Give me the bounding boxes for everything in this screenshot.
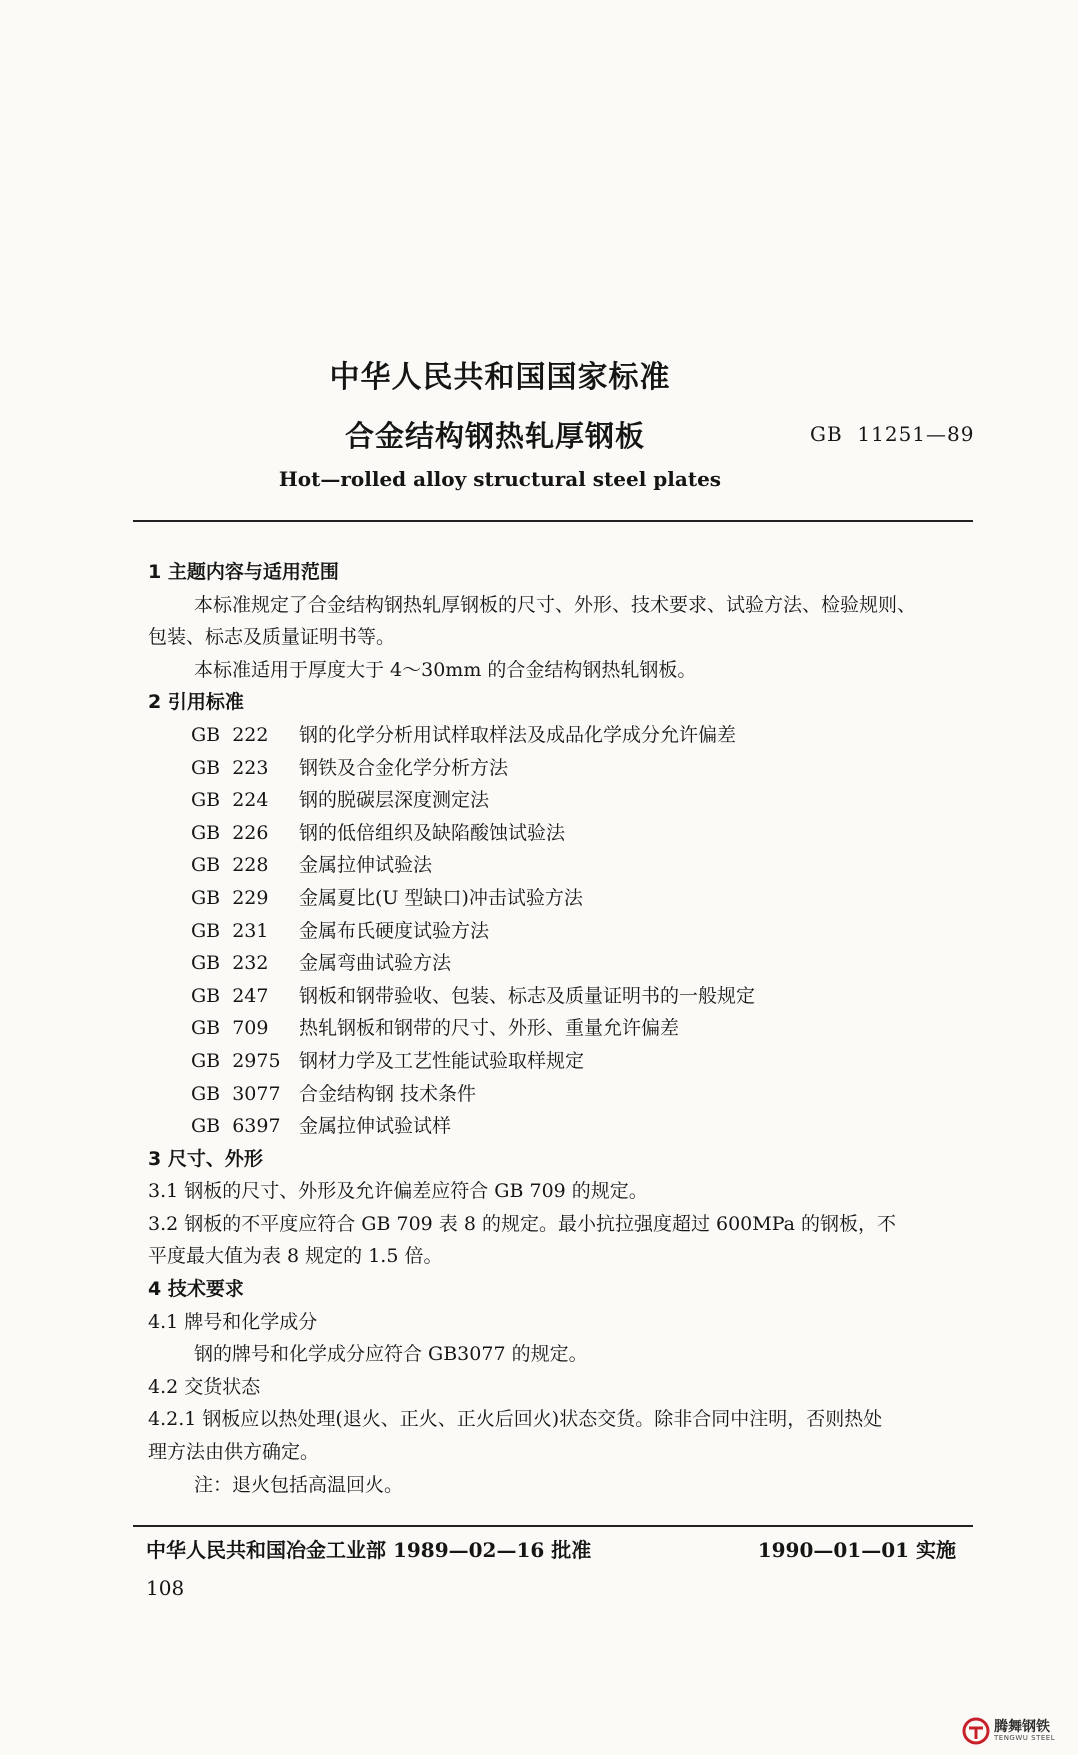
footer: [146, 1534, 956, 1563]
text-line: [148, 1469, 978, 1502]
reference-code: GB 6397: [191, 1115, 281, 1138]
document-title-cn: 合金结构钢热轧厚钢板: [344, 419, 645, 453]
section-title: 1 主题内容与适用范围: [148, 561, 339, 583]
approval-info: 中华人民共和国冶金工业部 1989—02—16 批准: [146, 1538, 592, 1562]
text-line: [148, 589, 978, 622]
text-line: [148, 1338, 978, 1371]
line-text: 钢铁及合金化学分析方法: [299, 756, 509, 779]
section-title: 3 尺寸、外形: [148, 1147, 263, 1170]
watermark-logo: [962, 1717, 1055, 1745]
reference-code: GB 228: [191, 854, 269, 877]
line-text: 钢的脱碳层深度测定法: [299, 789, 490, 812]
text-line: [148, 1175, 978, 1208]
implementation-date: 1990—01—01 实施: [757, 1538, 956, 1562]
reference-code: GB 2975: [191, 1049, 281, 1072]
section-heading: [148, 1273, 978, 1306]
line-text: 金属夏比(U 型缺口)冲击试验方法: [299, 886, 583, 909]
watermark-name-cn: 腾舞钢铁: [994, 1718, 1050, 1735]
text-line: [148, 1403, 978, 1436]
text-line: [148, 1436, 978, 1469]
reference-item: [148, 947, 978, 980]
line-text: 本标准适用于厚度大于 4～30mm 的合金结构钢热轧钢板。: [194, 658, 697, 681]
text-line: [148, 1208, 978, 1241]
section-heading: [148, 556, 978, 589]
section-heading: [148, 686, 978, 719]
tengwu-logo-icon: [962, 1717, 990, 1745]
text-line: [148, 654, 978, 687]
text-line: [148, 1240, 978, 1273]
line-text: 理方法由供方确定。: [148, 1441, 320, 1464]
line-text: 金属拉伸试验法: [299, 854, 433, 877]
reference-item: [148, 980, 978, 1013]
reference-code: GB 3077: [191, 1082, 281, 1105]
reference-code: GB 223: [191, 756, 269, 779]
line-text: 金属弯曲试验方法: [299, 952, 452, 975]
reference-item: [148, 752, 978, 785]
line-text: 4.1 牌号和化学成分: [148, 1310, 318, 1333]
line-text: 钢的低倍组织及缺陷酸蚀试验法: [299, 821, 566, 844]
reference-code: GB 231: [191, 919, 269, 942]
line-text: 热轧钢板和钢带的尺寸、外形、重量允许偏差: [299, 1017, 680, 1040]
footer-divider: [133, 1525, 973, 1527]
line-text: 3.1 钢板的尺寸、外形及允许偏差应符合 GB 709 的规定。: [148, 1180, 648, 1203]
reference-item: [148, 719, 978, 752]
section-title: 4 技术要求: [148, 1278, 244, 1301]
reference-code: GB 222: [191, 723, 269, 746]
reference-code: GB 226: [191, 821, 269, 844]
reference-code: GB 229: [191, 886, 269, 909]
header-divider: [133, 520, 973, 522]
line-text: 钢板和钢带验收、包装、标志及质量证明书的一般规定: [299, 984, 756, 1007]
reference-code: GB 247: [191, 984, 269, 1007]
reference-code: GB 709: [191, 1017, 269, 1040]
reference-item: [148, 915, 978, 948]
reference-item: [148, 849, 978, 882]
line-text: 包装、标志及质量证明书等。: [148, 626, 396, 649]
reference-item: [148, 882, 978, 915]
page-number: 108: [146, 1576, 185, 1600]
section-heading: [148, 1143, 978, 1176]
reference-code: GB 224: [191, 789, 269, 812]
watermark-name-en: TENGWU STEEL: [994, 1733, 1056, 1742]
line-text: 注：退火包括高温回火。: [194, 1473, 404, 1496]
standard-number: GB 11251—89: [810, 422, 975, 446]
document-title-en: Hot—rolled alloy structural steel plates: [278, 467, 722, 491]
reference-item: [148, 1012, 978, 1045]
line-text: 金属拉伸试验试样: [299, 1115, 452, 1138]
line-text: 钢的牌号和化学成分应符合 GB3077 的规定。: [194, 1343, 588, 1366]
text-line: [148, 1371, 978, 1404]
line-text: 4.2 交货状态: [148, 1375, 261, 1398]
reference-item: [148, 784, 978, 817]
national-standard-heading: 中华人民共和国国家标准: [329, 360, 671, 395]
reference-item: [148, 1078, 978, 1111]
line-text: 4.2.1 钢板应以热处理(退火、正火、正火后回火)状态交货。除非合同中注明，否则热处: [148, 1408, 883, 1431]
reference-item: [148, 817, 978, 850]
line-text: 本标准规定了合金结构钢热轧厚钢板的尺寸、外形、技术要求、试验方法、检验规则、: [194, 593, 917, 616]
section-title: 2 引用标准: [148, 691, 244, 714]
text-line: [148, 1306, 978, 1339]
reference-item: [148, 1045, 978, 1078]
line-text: 钢材力学及工艺性能试验取样规定: [299, 1049, 585, 1072]
text-line: [148, 621, 978, 654]
line-text: 3.2 钢板的不平度应符合 GB 709 表 8 的规定。最小抗拉强度超过 600MPa 的钢板，不: [148, 1212, 897, 1235]
document-body: [148, 556, 978, 1501]
reference-code: GB 232: [191, 952, 269, 975]
line-text: 钢的化学分析用试样取样法及成品化学成分允许偏差: [299, 723, 737, 746]
line-text: 合金结构钢 技术条件: [299, 1082, 477, 1105]
reference-item: [148, 1110, 978, 1143]
line-text: 平度最大值为表 8 规定的 1.5 倍。: [148, 1245, 443, 1268]
line-text: 金属布氏硬度试验方法: [299, 919, 490, 942]
